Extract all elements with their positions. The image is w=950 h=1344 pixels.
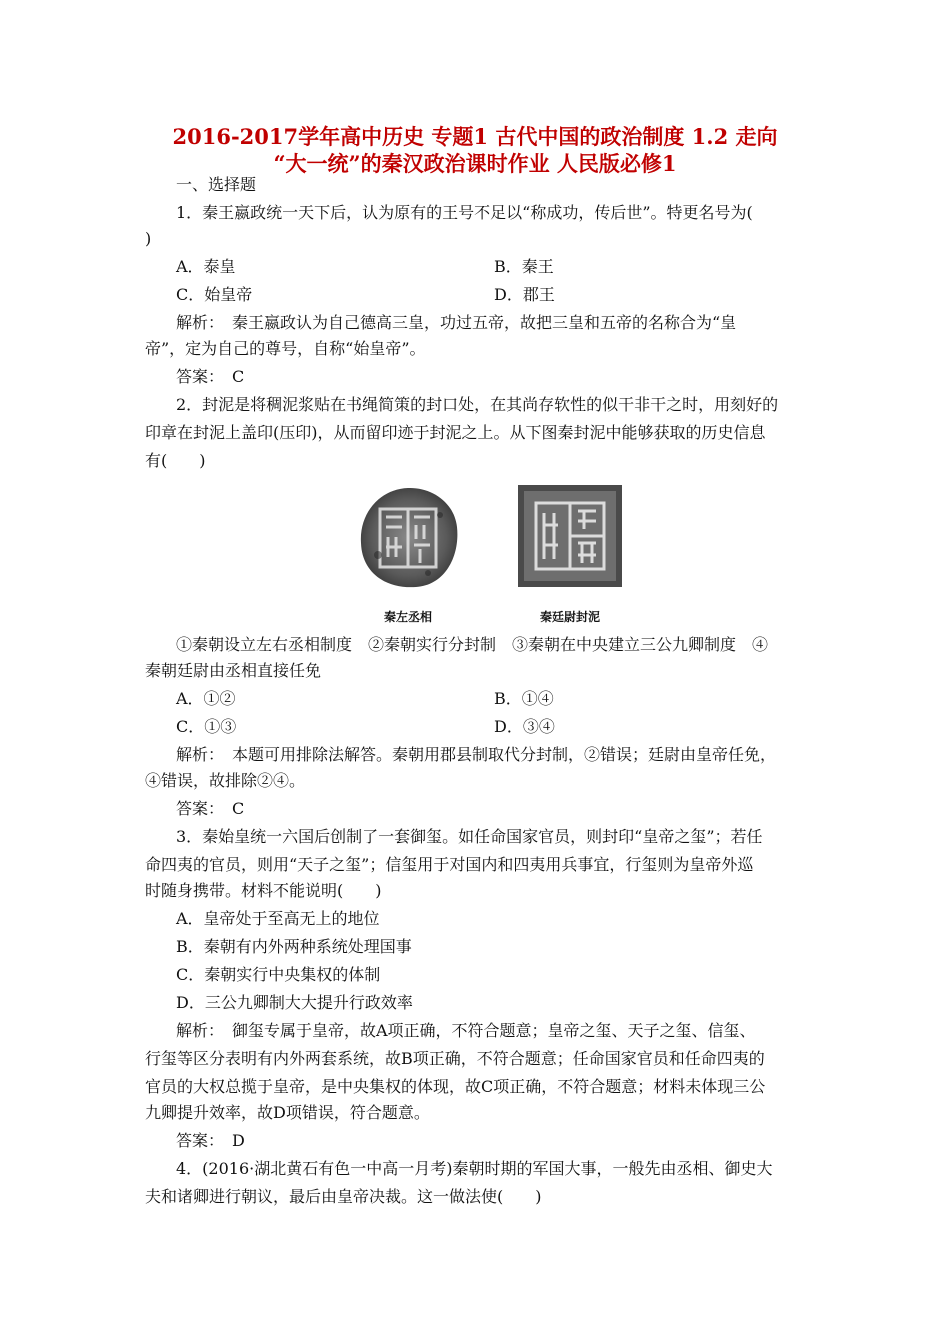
q3-explanation-line2: 行玺等区分表明有内外两套系统，故B项正确，不符合题意；任命国家官员和任命四夷的 xyxy=(145,1049,765,1068)
q3-stem-line2: 命四夷的官员，则用“天子之玺”；信玺用于对国内和四夷用兵事宜，行玺则为皇帝外巡 xyxy=(145,855,754,874)
q3-option-a: A．皇帝处于至高无上的地位 xyxy=(176,909,380,928)
q1-explanation-line1: 解析： 秦王嬴政认为自己德高三皇，功过五帝，故把三皇和五帝的名称合为“皇 xyxy=(176,313,737,332)
q3-explanation-line1: 解析： 御玺专属于皇帝，故A项正确，不符合题意；皇帝之玺、天子之玺、信玺、 xyxy=(176,1021,756,1040)
q2-option-b: B．①④ xyxy=(494,689,554,708)
q2-items-line1: ①秦朝设立左右丞相制度 ②秦朝实行分封制 ③秦朝在中央建立三公九卿制度 ④ xyxy=(176,635,769,654)
q1-stem-line1: 1．秦王嬴政统一天下后，认为原有的王号不足以“称成功，传后世”。特更名号为( xyxy=(176,203,753,222)
q2-option-d: D．③④ xyxy=(494,717,555,736)
q3-option-c: C．秦朝实行中央集权的体制 xyxy=(176,965,381,984)
q1-explanation-line2: 帝”，定为自己的尊号，自称“始皇帝”。 xyxy=(145,339,426,358)
q4-stem-line2: 夫和诸卿进行朝议，最后由皇帝决裁。这一做法使( ) xyxy=(145,1187,542,1206)
document-title-line1: 2016-2017学年高中历史 专题1 古代中国的政治制度 1.2 走向 xyxy=(172,124,778,149)
q3-stem-line3: 时随身携带。材料不能说明( ) xyxy=(145,881,382,900)
q2-items-line2: 秦朝廷尉由丞相直接任免 xyxy=(145,661,322,680)
q4-stem-line1: 4．(2016·湖北黄石有色一中高一月考)秦朝时期的军国大事，一般先由丞相、御史大 xyxy=(176,1159,773,1178)
q2-answer: 答案： C xyxy=(176,799,245,818)
seal-image-right xyxy=(518,485,622,587)
q2-option-a: A．①② xyxy=(176,689,236,708)
q3-option-d: D．三公九卿制大大提升行政效率 xyxy=(176,993,413,1012)
q1-answer: 答案： C xyxy=(176,367,245,386)
q2-explanation-line2: ④错误，故排除②④。 xyxy=(145,771,306,790)
q3-explanation-line3: 官员的大权总揽于皇帝，是中央集权的体现，故C项正确，不符合题意；材料未体现三公 xyxy=(145,1077,766,1096)
q2-option-c: C．①③ xyxy=(176,717,237,736)
seal-caption-right: 秦廷尉封泥 xyxy=(539,610,600,624)
q2-stem-line3: 有( ) xyxy=(145,451,206,470)
q1-stem-line2: ) xyxy=(145,229,152,248)
q3-stem-line1: 3．秦始皇统一六国后创制了一套御玺。如任命国家官员，则封印“皇帝之玺”；若任 xyxy=(176,827,763,846)
q3-explanation-line4: 九卿提升效率，故D项错误，符合题意。 xyxy=(145,1103,430,1122)
q1-option-b: B．秦王 xyxy=(494,257,554,276)
q1-option-d: D．郡王 xyxy=(494,285,555,304)
q2-stem-line2: 印章在封泥上盖印(压印)，从而留印迹于封泥之上。从下图秦封泥中能够获取的历史信息 xyxy=(145,423,766,442)
document-title-line2: “大一统”的秦汉政治课时作业 人民版必修1 xyxy=(273,151,677,176)
q2-explanation-line1: 解析： 本题可用排除法解答。秦朝用郡县制取代分封制，②错误；廷尉由皇帝任免， xyxy=(176,745,777,764)
q3-answer: 答案： D xyxy=(176,1131,245,1150)
q1-option-a: A．泰皇 xyxy=(176,257,236,276)
section-heading: 一、选择题 xyxy=(176,175,257,194)
q3-option-b: B．秦朝有内外两种系统处理国事 xyxy=(176,937,412,956)
q2-stem-line1: 2．封泥是将稠泥浆贴在书绳简策的封口处，在其尚存软性的似干非干之时，用刻好的 xyxy=(176,395,779,414)
seal-caption-left: 秦左丞相 xyxy=(383,610,432,624)
seal-image-left xyxy=(358,485,460,590)
q1-option-c: C．始皇帝 xyxy=(176,285,253,304)
